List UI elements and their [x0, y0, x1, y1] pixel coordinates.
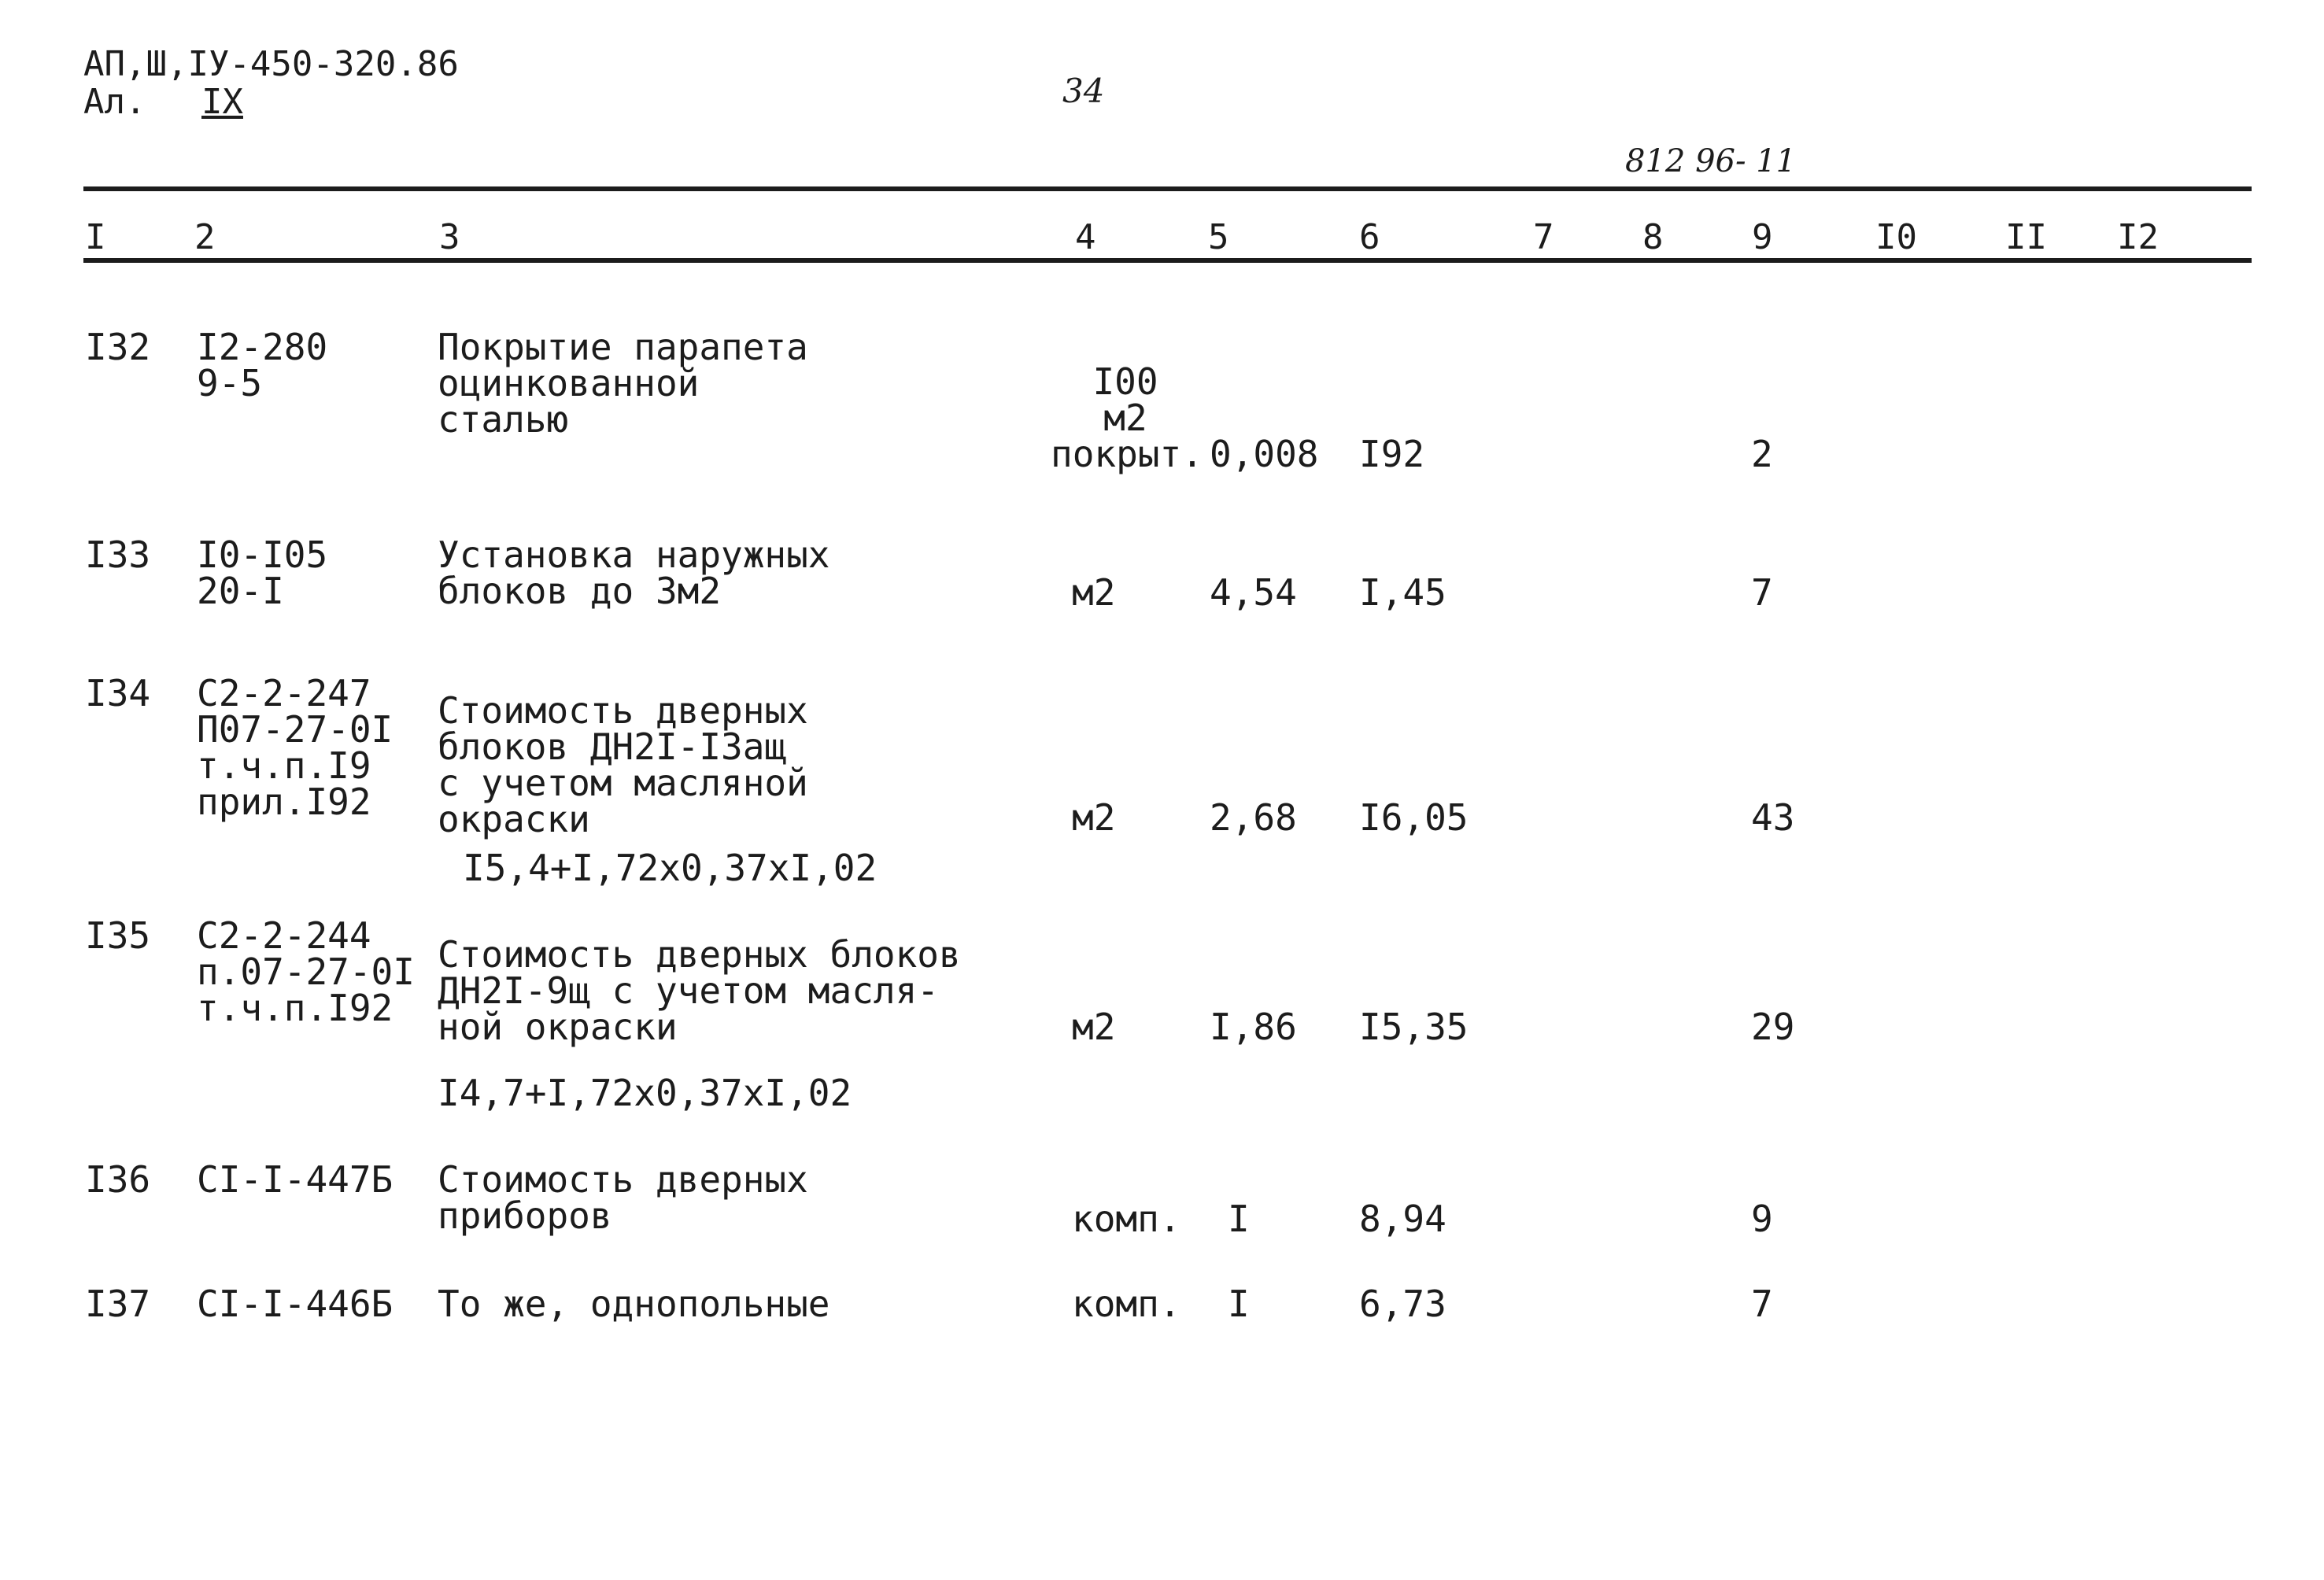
- work-description: Стоимость дверных блоков ДН2I-9щ с учетом масля- ной окраски: [438, 933, 961, 1048]
- column-9-value: 7: [1751, 1283, 1773, 1325]
- price-formula: I5,4+I,72х0,37хI,02: [463, 847, 878, 889]
- column-header-rule: [83, 258, 2252, 263]
- row-number: I34: [85, 672, 151, 714]
- norm-code: СI-I-446Б: [197, 1283, 393, 1325]
- unit: комп.: [1072, 1283, 1181, 1325]
- norm-code: С2-2-247 П07-27-0I т.ч.п.I9 прил.I92: [197, 672, 393, 823]
- work-description: Установка наружных блоков до 3м2: [438, 533, 830, 612]
- document-code: АП,Ш,IУ-450-320.86: [83, 44, 459, 84]
- quantity: I: [1228, 1198, 1250, 1240]
- quantity: 2,68: [1210, 796, 1297, 839]
- norm-code: I2-280 9-5: [197, 326, 328, 404]
- column-9-value: 29: [1751, 1006, 1795, 1048]
- quantity: 4,54: [1210, 571, 1297, 614]
- column-number: 7: [1533, 217, 1554, 257]
- norm-code: I0-I05 20-I: [197, 533, 328, 612]
- page-number: 34: [1062, 72, 1105, 110]
- work-description: Стоимость дверных приборов: [438, 1158, 808, 1237]
- price-formula: I4,7+I,72х0,37хI,02: [438, 1072, 852, 1114]
- column-number: I2: [2117, 217, 2159, 257]
- column-number: 2: [194, 217, 216, 257]
- column-number: 6: [1359, 217, 1380, 257]
- quantity: I: [1228, 1283, 1250, 1325]
- row-number: I36: [85, 1158, 151, 1201]
- column-9-value: 9: [1751, 1198, 1773, 1240]
- norm-code: С2-2-244 п.07-27-0I т.ч.п.I92: [197, 914, 415, 1029]
- inventory-number: 812 96- 11: [1625, 143, 1797, 179]
- unit: м2: [1072, 796, 1116, 839]
- unit-price: I,45: [1359, 571, 1446, 614]
- work-description: Стоимость дверных блоков ДН2I-I3ащ с учетом масляной окраски: [438, 689, 808, 840]
- column-9-value: 2: [1751, 433, 1773, 475]
- row-number: I37: [85, 1283, 151, 1325]
- unit: м2: [1072, 1006, 1116, 1048]
- unit: комп.: [1072, 1198, 1181, 1240]
- column-number: I: [85, 217, 106, 257]
- unit-price: I6,05: [1359, 796, 1469, 839]
- top-rule: [83, 186, 2252, 191]
- row-number: I33: [85, 533, 151, 576]
- column-number: 3: [439, 217, 460, 257]
- quantity: 0,008: [1210, 433, 1319, 475]
- column-number: 9: [1752, 217, 1773, 257]
- column-number: 4: [1075, 217, 1096, 257]
- work-description: Покрытие парапета оцинкованной сталью: [438, 326, 808, 441]
- column-number: I0: [1875, 217, 1917, 257]
- row-number: I32: [85, 326, 151, 368]
- column-number: 8: [1642, 217, 1664, 257]
- quantity: I,86: [1210, 1006, 1297, 1048]
- unit-price: 6,73: [1359, 1283, 1446, 1325]
- album-label: Ал.: [83, 82, 146, 122]
- unit-price: I92: [1359, 433, 1425, 475]
- row-number: I35: [85, 914, 151, 957]
- unit: I00 м2 покрыт.: [1051, 360, 1203, 475]
- norm-code: СI-I-447Б: [197, 1158, 393, 1201]
- album-number: IX: [201, 82, 243, 122]
- unit-price: 8,94: [1359, 1198, 1446, 1240]
- column-number: 5: [1208, 217, 1229, 257]
- work-description: То же, однопольные: [438, 1283, 830, 1325]
- unit: м2: [1072, 571, 1116, 614]
- column-9-value: 7: [1751, 571, 1773, 614]
- column-number: II: [2005, 217, 2047, 257]
- unit-price: I5,35: [1359, 1006, 1469, 1048]
- column-9-value: 43: [1751, 796, 1795, 839]
